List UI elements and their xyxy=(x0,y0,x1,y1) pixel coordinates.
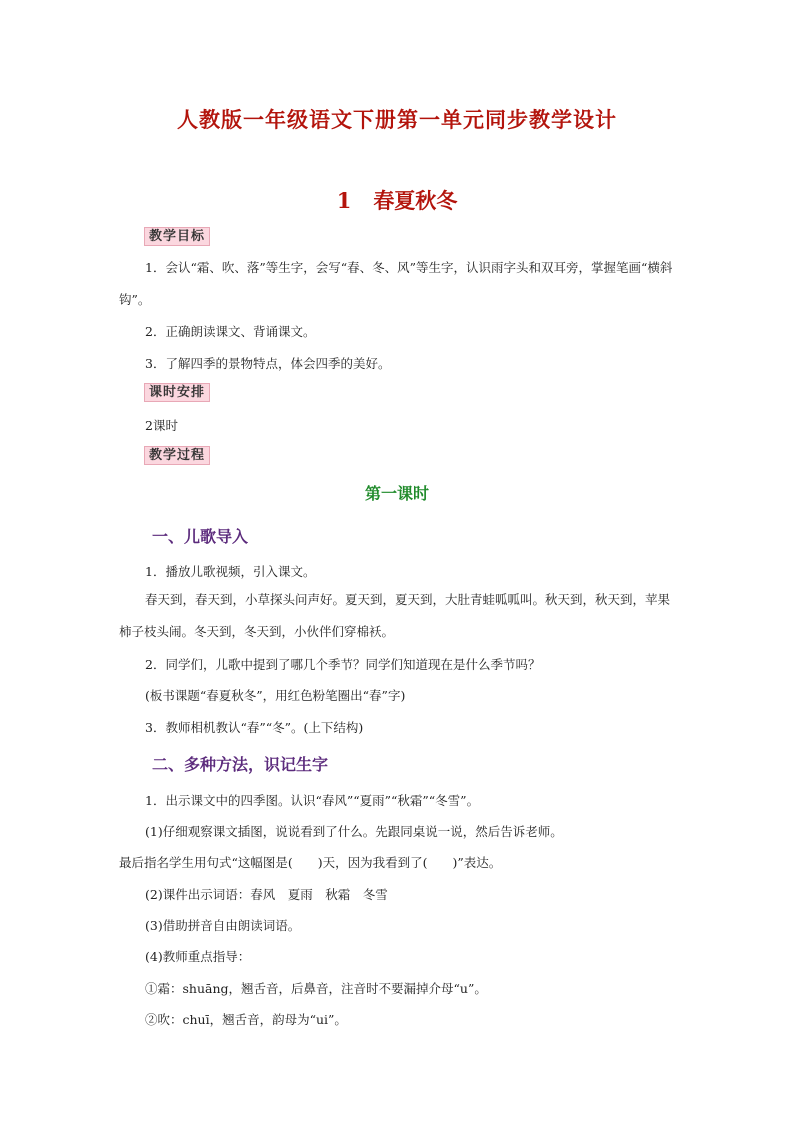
sec2-line-1: 1．出示课文中的四季图。认识“春风”“夏雨”“秋霜”“冬雪”。 xyxy=(145,793,480,808)
sec2-line-7: ①霜：shuāng，翘舌音，后鼻音，注音时不要漏掉介母“u”。 xyxy=(145,981,487,996)
lesson-title xyxy=(0,185,794,215)
section1-title: 一、儿歌导入 xyxy=(152,527,249,546)
goal-item-2: 2．正确朗读课文、背诵课文。 xyxy=(145,324,316,339)
lesson-number: 1 xyxy=(336,188,352,213)
sec2-line-3: 最后指名学生用句式“这幅图是( )天，因为我看到了( )”表达。 xyxy=(119,855,502,870)
sec2-line-2: (1)仔细观察课文插图，说说看到了什么。先跟同桌说一说，然后告诉老师。 xyxy=(145,824,563,839)
section2-title: 二、多种方法，识记生字 xyxy=(152,755,329,774)
lesson1-title: 第一课时 xyxy=(364,484,429,503)
document-title: 人教版一年级语文下册第一单元同步教学设计 xyxy=(177,107,617,132)
goal-item-1: 1．会认“霜、吹、落”等生字，会写“春、冬、风”等生字，认识雨字头和双耳旁，掌握笔画“横斜钩”。 xyxy=(119,260,673,307)
sec2-line-6: (4)教师重点指导： xyxy=(145,949,251,964)
schedule-tag: 课时安排 xyxy=(144,383,210,402)
sec1-line-3: (板书课题“春夏秋冬”，用红色粉笔圈出“春”字) xyxy=(145,688,406,703)
goals-tag: 教学目标 xyxy=(144,227,210,246)
sec2-line-4: (2)课件出示词语：春风 夏雨 秋霜 冬雪 xyxy=(145,887,388,902)
sec1-line-4: 3．教师相机教认“春”“冬”。(上下结构) xyxy=(145,720,364,735)
sec1-song: 春天到，春天到，小草探头问声好。夏天到，夏天到，大肚青蛙呱呱叫。秋天到，秋天到，苹果柿子枝头闹。冬天到，冬天到，小伙伴们穿棉袄。 xyxy=(119,592,671,639)
lesson-name: 春夏秋冬 xyxy=(373,188,458,213)
sec1-line-2: 2．同学们，儿歌中提到了哪几个季节？同学们知道现在是什么季节吗？ xyxy=(145,657,541,672)
process-tag: 教学过程 xyxy=(144,446,210,465)
sec2-line-8: ②吹：chuī，翘舌音，韵母为“ui”。 xyxy=(145,1012,347,1027)
sec1-line-1: 1．播放儿歌视频，引入课文。 xyxy=(145,564,316,579)
schedule-text: 2课时 xyxy=(145,418,178,433)
goal-item-3: 3．了解四季的景物特点，体会四季的美好。 xyxy=(145,356,391,371)
sec2-line-5: (3)借助拼音自由朗读词语。 xyxy=(145,918,301,933)
